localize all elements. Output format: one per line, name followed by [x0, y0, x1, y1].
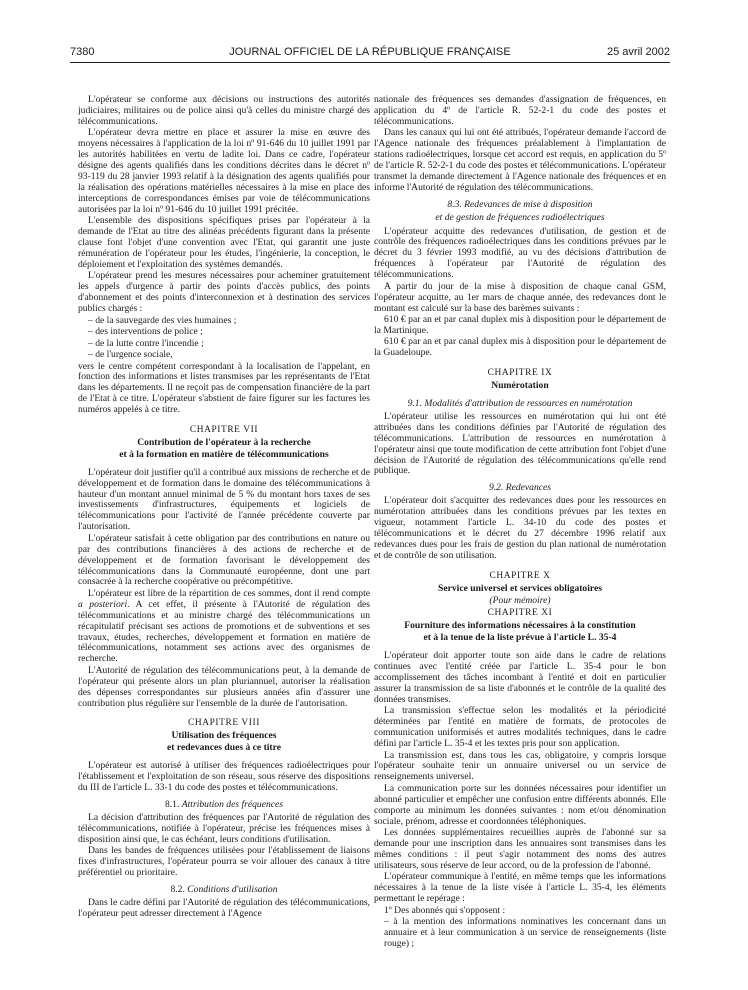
- paragraph: Dans le cadre défini par l'Autorité de régulation des télécommunications, l'opérateur peut adresser directement à l'Agence: [78, 896, 370, 919]
- list-item: – des interventions de police ;: [88, 326, 203, 337]
- paragraph: L'opérateur doit justifier qu'il a contribué aux missions de recherche et de développement et de formation dans le domaine des télécommunications à hauteur d'un montant annuel minimal de 5 % du montant hors taxes de ses investissements d'infrastructures, équipements et logiciels de télécommunications pour l'activité de l'année précédente couverte par l'autorisation.: [78, 466, 370, 533]
- list-item: – de l'urgence sociale,: [88, 349, 173, 360]
- chapter-title: Utilisation des fréquences: [171, 730, 277, 742]
- chapter-title: Service universel et services obligatoires: [438, 582, 602, 594]
- chapter-title: et à la tenue de la liste prévue à l'article L. 35-4: [423, 632, 617, 644]
- chapter-title: Numérotation: [491, 380, 549, 392]
- paragraph: Dans les canaux qui lui ont été attribués, l'opérateur demande l'accord de l'Agence nationale des fréquences préalablement à l'implantation de stations radioélectriques, lorsque cet accord est requis, en application du 5º de l'article R. 52-2-1 du code des postes et télécommunications. L'opérateur transmet la demande directement à l'Agence nationale des fréquences et en informe l'Autorité de régulation des télécommunications.: [374, 127, 666, 193]
- journal-title: JOURNAL OFFICIEL DE LA RÉPUBLIQUE FRANÇAISE: [229, 46, 511, 58]
- section-heading: et de gestion de fréquences radioélectriques: [435, 211, 605, 223]
- list-item: – de la lutte contre l'incendie ;: [88, 337, 204, 349]
- chapter-label: CHAPITRE IX: [487, 368, 553, 379]
- paragraph: L'Autorité de régulation des télécommunications peut, à la demande de l'opérateur qui présente alors un plan pluriannuel, autoriser la réalisation des dépenses correspondantes sur plusieurs années afin d'assurer une contribution plus régulière sur l'ensemble de la durée de l'autorisation.: [78, 664, 370, 709]
- text-run: . A cet effet, il présente à l'Autorité de régulation des télécommunications et au ministre chargé des télécommunications un récapitulatif précisant ses actions de promotions et de subventions et ses travaux, études, recherches, développement et formation en matière de télécommunications, notamment ses actions avec des organismes de recherche.: [78, 598, 370, 665]
- section-number: 8.2.: [170, 883, 188, 895]
- page-number: 7380: [70, 46, 95, 58]
- page-header: [70, 46, 670, 62]
- section-title: Attribution des fréquences: [181, 798, 284, 810]
- section-heading: 9.2. Redevances: [488, 482, 552, 494]
- paragraph: nationale des fréquences ses demandes d'assignation de fréquences, en application du 4º de l'article R. 52-2-1 du code des postes et télécommunications.: [374, 95, 666, 127]
- section-heading: 8.3. Redevances de mise à disposition: [447, 198, 593, 210]
- left-column: [78, 95, 370, 975]
- paragraph: L'opérateur doit s'acquitter des redevances dues pour les ressources en numérotation attribuées dans les conditions prévues par les textes en vigueur, notamment l'article L. 34-10 du code des postes et télécommunications et le décret du 27 décembre 1996 relatif aux redevances dues pour les frais de gestion du plan national de numérotation et de contrôle de son utilisation.: [374, 495, 666, 561]
- chapter-label: CHAPITRE VII: [189, 425, 259, 436]
- chapter-label: CHAPITRE XI: [487, 608, 553, 619]
- list-item: – à la mention des informations nominatives les concernant dans un annuaire et à leur communication à un service de renseignements (liste rouge) ;: [384, 916, 666, 949]
- paragraph: La communication porte sur les données nécessaires pour identifier un abonné particulier et empêcher une confusion entre différents abonnés. Elle comporte au minimum les données suivantes : nom et/ou dénomination sociale, prénom, adresse et coordonnées téléphoniques.: [374, 782, 666, 827]
- paragraph: L'opérateur prend les mesures nécessaires pour acheminer gratuitement les appels d'urgence à partir des points d'accès publics, des points d'abonnement et des points d'interconnexion et à destination des services publics chargés :: [78, 270, 370, 314]
- paragraph: L'opérateur acquitte des redevances d'utilisation, de gestion et de contrôle des fréquences radioélectriques dans les conditions prévues par le décret du 3 février 1993 modifié, au vu des décisions d'attribution de fréquences à l'opérateur par l'Autorité de régulation des télécommunications.: [374, 225, 666, 281]
- list-item: 1º Des abonnés qui s'opposent :: [384, 904, 506, 916]
- header-rule: [70, 62, 670, 63]
- paragraph: 610 € par an et par canal duplex mis à disposition pour le département de la Guadeloupe.: [374, 336, 666, 359]
- section-heading: [78, 800, 370, 811]
- paragraph: L'opérateur doit apporter toute son aide dans le cadre de relations continues avec l'entité créée par l'article L. 35-4 pour le bon accomplissement des tâches incombant à l'entité et doit en particulier assurer la transmission de sa liste d'abonnés et le contrôle de la qualité des données transmises.: [374, 650, 666, 705]
- paragraph: L'opérateur est autorisé à utiliser des fréquences radioélectriques pour l'établissement et l'exploitation de son réseau, sous réserve des dispositions du III de l'article L. 33-1 du code des postes et télécommunications.: [78, 760, 370, 793]
- section-number: 8.1.: [164, 798, 182, 810]
- paragraph: Dans les bandes de fréquences utilisées pour l'établissement de liaisons fixes d'infrastructures, l'opérateur pourra se voir allouer des canaux à titre préférentiel ou prioritaire.: [78, 845, 370, 878]
- paragraph: 610 € par an et par canal duplex mis à disposition pour le département de la Martinique.: [374, 314, 666, 336]
- paragraph: [78, 589, 370, 665]
- paragraph: La décision d'attribution des fréquences par l'Autorité de régulation des télécommunications, notifiée à l'opérateur, précise les fréquences mises à disposition ainsi que, le cas échéant, leurs conditions d'utilisation.: [78, 811, 370, 845]
- text-run-italic: a posteriori: [78, 598, 128, 610]
- text-run: L'opérateur est libre de la répartition de ces sommes, dont il rend compte: [88, 587, 370, 599]
- chapter-label: CHAPITRE VIII: [188, 718, 260, 729]
- chapter-title: Fourniture des informations nécessaires à la constitution: [404, 620, 636, 632]
- chapter-note: (Pour mémoire): [489, 594, 551, 606]
- paragraph: L'opérateur utilise les ressources en numérotation qui lui ont été attribuées dans les conditions définies par l'Autorité de régulation des télécommunications. L'attribution de ressources en numérotation à l'opérateur ainsi que toute modification de cette attribution font l'objet d'une décision de l'Autorité de régulation des télécommunications qu'elle rend publique.: [374, 410, 666, 477]
- chapter-title: et à la formation en matière de télécommunications: [119, 448, 329, 460]
- paragraph: L'opérateur se conforme aux décisions ou instructions des autorités judiciaires, militaires ou de police ainsi qu'à celles du ministre chargé des télécommunications.: [78, 95, 370, 127]
- paragraph: La transmission s'effectue selon les modalités et la périodicité déterminées par l'entité en matière de formats, de protocoles de communication uniformisés et autres modalités techniques, dans le cadre défini par l'article L. 35-4 et les textes pris pour son application.: [374, 705, 666, 749]
- section-heading: 9.1. Modalités d'attribution de ressources en numérotation: [407, 398, 633, 410]
- chapter-label: CHAPITRE X: [489, 570, 551, 581]
- publication-date: 25 avril 2002: [607, 46, 670, 58]
- paragraph: A partir du jour de la mise à disposition de chaque canal GSM, l'opérateur acquitte, au 1er mars de chaque année, des redevances dont le montant est calculé sur la base des barèmes suivants :: [374, 280, 666, 314]
- right-column: [374, 95, 666, 975]
- section-heading: [78, 885, 370, 896]
- chapter-title: et redevances dues à ce titre: [167, 742, 281, 754]
- chapter-title: Contribution de l'opérateur à la recherche: [137, 436, 311, 448]
- list-item: – de la sauvegarde des vies humaines ;: [88, 314, 237, 326]
- paragraph: vers le centre compétent correspondant à la localisation de l'appelant, en fonction des informations et listes transmises par les représentants de l'Etat dans les départements. Il ne reçoit pas de compensation financière de la part de l'Etat à ce titre. L'opérateur s'abstient de faire figurer sur les factures les numéros appelés à ce titre.: [78, 360, 370, 416]
- paragraph: L'opérateur devra mettre en place et assurer la mise en œuvre des moyens nécessaires à l'application de la loi nº 91-646 du 10 juillet 1991 par les autorités habilitées en vertu de ladite loi. Dans ce cadre, l'opérateur désigne des agents qualifiés dans les conditions décrites dans le décret nº 93-119 du 28 janvier 1993 relatif à la désignation des agents qualifiés pour la réalisation des opérations matérielles nécessaires à la mise en place des interceptions de correspondances émises par voie de télécommunications autorisées par la loi nº 91-646 du 10 juillet 1991 précitée.: [78, 127, 370, 215]
- section-title: Conditions d'utilisation: [187, 883, 278, 895]
- paragraph: Les données supplémentaires recueillies auprès de l'abonné sur sa demande pour une inscription dans les annuaires sont transmises dans les mêmes conditions : il peut s'agir notamment des noms des autres utilisateurs, sous réserve de leur accord, ou de la profession de l'abonné.: [374, 827, 666, 871]
- paragraph: L'opérateur satisfait à cette obligation par des contributions en nature ou par des contributions financières à des actions de recherche et de développement et de formation favorisant le développement des télécommunications dans la Communauté européenne, dont une part consacrée à la recherche coopérative ou précompétitive.: [78, 532, 370, 588]
- paragraph: L'ensemble des dispositions spécifiques prises par l'opérateur à la demande de l'Etat au titre des alinéas précédents figurant dans la présente clause font l'objet d'une convention avec l'Etat, qui garantit une juste rémunération de l'opérateur pour les études, l'ingénierie, la conception, le déploiement et l'exploitation des systèmes demandés.: [78, 215, 370, 270]
- paragraph: La transmission est, dans tous les cas, obligatoire, y compris lorsque l'opérateur souhaite tenir un annuaire universel ou un service de renseignements universel.: [374, 749, 666, 783]
- paragraph: L'opérateur communique à l'entité, en même temps que les informations nécessaires à la tenue de la liste visée à l'article L. 35-4, les éléments permettant le repérage :: [374, 871, 666, 905]
